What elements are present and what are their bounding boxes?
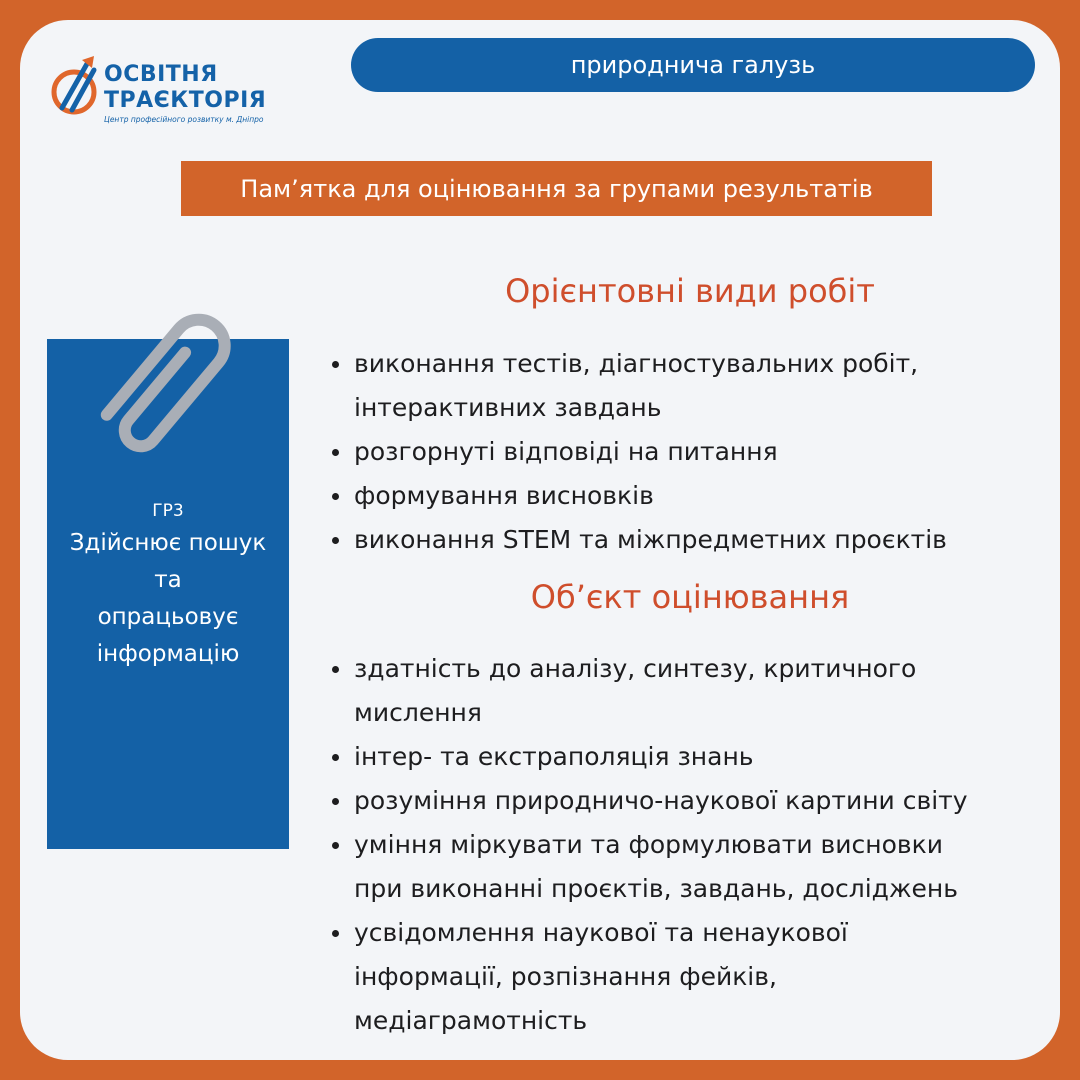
list-item — [328, 518, 947, 562]
list-item-line: уміння міркувати та формулювати висновки — [354, 830, 943, 859]
list-item — [328, 647, 968, 735]
list-item-line: розгорнуті відповіді на питання — [354, 437, 778, 466]
group-title-line: та — [154, 567, 182, 593]
bullet-icon — [332, 537, 339, 544]
branch-label: природнича галузь — [570, 51, 816, 79]
bullet-icon — [332, 361, 339, 368]
memo-bar — [181, 161, 932, 216]
list-item-line: медіаграмотність — [354, 1006, 588, 1035]
list-item — [328, 735, 968, 779]
list-item-line: інтер- та екстраполяція знань — [354, 742, 754, 771]
group-code: ГР3 — [152, 501, 184, 521]
object-list — [328, 647, 968, 1043]
branch-pill — [351, 38, 1035, 92]
logo-subtitle: Центр професійного розвитку м. Дніпро — [104, 115, 264, 124]
logo-line1: ОСВІТНЯ — [104, 62, 218, 87]
list-item-line: інформації, розпізнання фейків, — [354, 962, 777, 991]
bullet-icon — [332, 798, 339, 805]
bullet-icon — [332, 930, 339, 937]
list-item-line: розуміння природничо-наукової картини світу — [354, 786, 968, 815]
list-item — [328, 779, 968, 823]
list-item-line: інтерактивних завдань — [354, 393, 662, 422]
group-title-line: Здійснює пошук — [69, 530, 267, 556]
list-item-line: виконання тестів, діагностувальних робіт, — [354, 349, 919, 378]
group-text — [47, 499, 289, 673]
object-title: Об’єкт оцінювання — [530, 578, 850, 616]
group-title-line: інформацію — [96, 641, 240, 667]
list-item-line: формування висновків — [354, 481, 654, 510]
list-item — [328, 911, 968, 1043]
bullet-icon — [332, 493, 339, 500]
logo-mark-icon — [48, 52, 104, 122]
list-item — [328, 823, 968, 911]
list-item — [328, 430, 947, 474]
bullet-icon — [332, 449, 339, 456]
list-item — [328, 342, 947, 430]
works-list — [328, 342, 947, 562]
works-title: Орієнтовні види робіт — [505, 272, 875, 310]
logo — [48, 52, 268, 147]
list-item — [328, 474, 947, 518]
group-title — [47, 525, 289, 673]
bullet-icon — [332, 666, 339, 673]
logo-line2: ТРАЄКТОРІЯ — [104, 88, 267, 113]
bullet-icon — [332, 842, 339, 849]
paperclip-icon — [80, 298, 260, 468]
list-item-line: усвідомлення наукової та ненаукової — [354, 918, 848, 947]
list-item-line: здатність до аналізу, синтезу, критичного — [354, 654, 917, 683]
list-item-line: при виконанні проєктів, завдань, досліджень — [354, 874, 958, 903]
card — [20, 20, 1060, 1060]
bullet-icon — [332, 754, 339, 761]
list-item-line: виконання STEM та міжпредметних проєктів — [354, 525, 947, 554]
memo-title: Пам’ятка для оцінювання за групами результатів — [240, 174, 873, 203]
group-title-line: опрацьовує — [97, 604, 239, 630]
list-item-line: мислення — [354, 698, 482, 727]
